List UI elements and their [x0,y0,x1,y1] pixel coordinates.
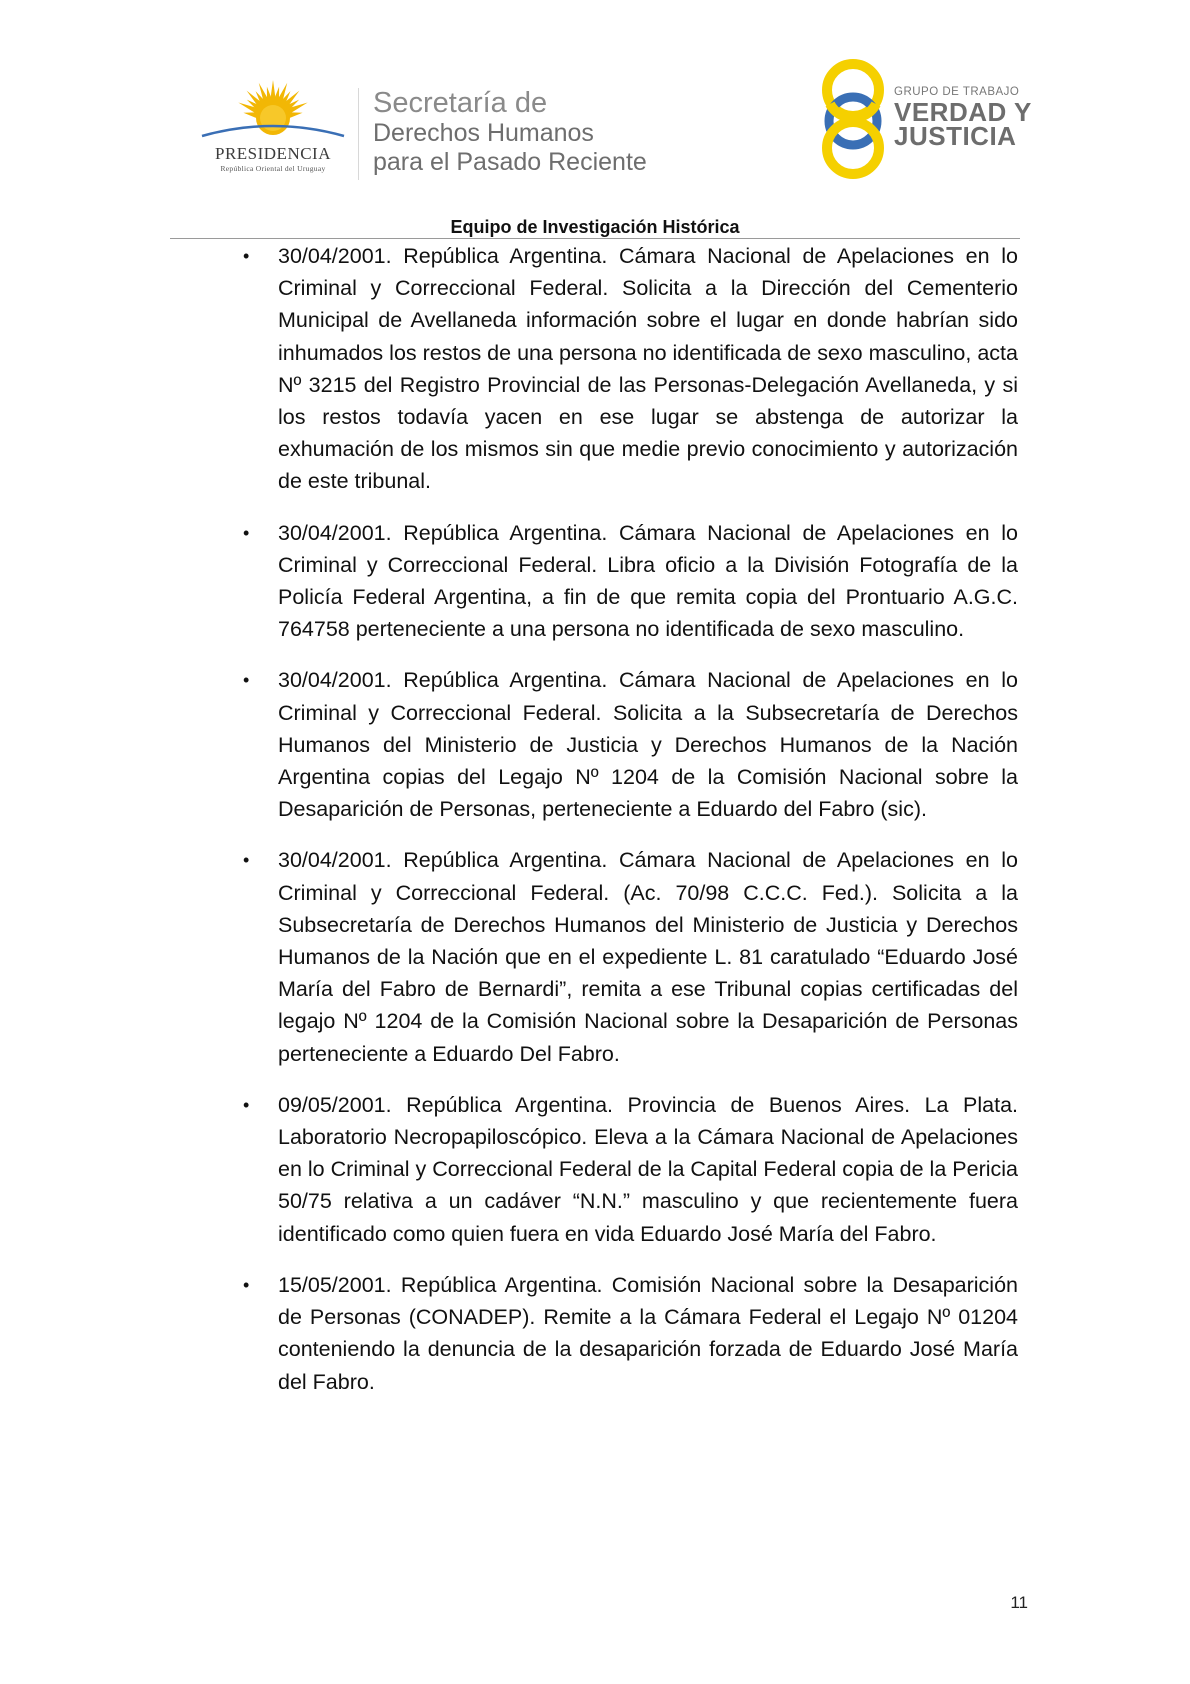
bullet-icon: • [243,1094,250,1115]
entry-text: 15/05/2001. República Argentina. Comisión Nacional sobre la Desaparición de Personas (CONADEP). Remite a la Cámara Federal el Legajo Nº 01204 conteniendo la denuncia de la desaparición forzada de Eduardo José María del Fabro. [278,1272,1018,1394]
page-number: 11 [1010,1593,1028,1612]
entry-text: 09/05/2001. República Argentina. Provincia de Buenos Aires. La Plata. Laboratorio Necropapiloscópico. Eleva a la Cámara Nacional de Apelaciones en lo Criminal y Correccional Federal de la Capital Federal copia de la Pericia 50/75 relativa a un cadáver “N.N.” masculino y que recientemente fuera identificado como quien fuera en vida Eduardo José María del Fabro. [278,1092,1018,1246]
bullet-icon: • [243,1274,250,1295]
bullet-icon: • [243,670,250,691]
secretaria-line-3: para el Pasado Reciente [373,148,647,176]
presidencia-subtitle: República Oriental del Uruguay [220,164,326,173]
bullet-icon: • [243,850,250,871]
page-header [0,0,1190,240]
interlocked-rings-icon [818,56,888,181]
list-item [238,664,1018,825]
list-item [238,517,1018,646]
verdad-label: VERDAD Y [894,97,1032,127]
list-item [238,844,1018,1069]
secretaria-line-2: Derechos Humanos [373,119,594,147]
sun-icon [196,78,350,148]
list-item [238,1089,1018,1250]
justicia-label: JUSTICIA [894,121,1017,151]
secretaria-title [373,88,703,177]
verdad-justicia-logo [818,56,1048,181]
entry-text: 30/04/2001. República Argentina. Cámara Nacional de Apelaciones en lo Criminal y Correccional Federal. (Ac. 70/98 C.C.C. Fed.). Solicita a la Subsecretaría de Derechos Humanos del Ministerio de Justicia y Derechos Humanos de la Nación que en el expediente L. 81 caratulado “Eduardo José María del Fabro de Bernardi”, remita a ese Tribunal copias certificadas del legajo Nº 1204 de la Comisión Nacional sobre la Desaparición de Personas perteneciente a Eduardo Del Fabro. [278,848,1018,1066]
grupo-de-trabajo-label: GRUPO DE TRABAJO [894,86,1020,98]
verdad-justicia-label [894,97,1032,151]
presidencia-name: PRESIDENCIA [214,144,331,163]
entry-text: 30/04/2001. República Argentina. Cámara Nacional de Apelaciones en lo Criminal y Correccional Federal. Solicita a la Subsecretaría de Derechos Humanos del Ministerio de Justicia y Derechos Humanos de la Nación Argentina copias del Legajo Nº 1204 de la Comisión Nacional sobre la Desaparición de Personas, perteneciente a Eduardo del Fabro (sic). [278,668,1018,822]
header-divider [170,238,1020,239]
entries-list [238,240,1018,1417]
list-item [238,1269,1018,1398]
team-title: Equipo de Investigación Histórica [450,217,740,237]
entry-text: 30/04/2001. República Argentina. Cámara Nacional de Apelaciones en lo Criminal y Correccional Federal. Solicita a la Dirección del Cementerio Municipal de Avellaneda información sobre el lugar en donde habrían sido inhumados los restos de una persona no identificada de sexo masculino, acta Nº 3215 del Registro Provincial de las Personas-Delegación Avellaneda, y si los restos todavía yacen en ese lugar se abstenga de autorizar la exhumación de los mismos sin que medie previo conocimiento y autorización de este tribunal. [278,244,1018,494]
bullet-icon: • [243,522,250,543]
list-item [238,240,1018,498]
bullet-icon: • [243,246,250,266]
entry-text: 30/04/2001. República Argentina. Cámara Nacional de Apelaciones en lo Criminal y Correccional Federal. Libra oficio a la División Fotografía de la Policía Federal Argentina, a fin de que remita copia del Prontuario A.G.C. 764758 perteneciente a una persona no identificada de sexo masculino. [278,520,1018,642]
presidencia-logo [196,78,350,178]
logo-divider [358,88,359,180]
secretaria-line-1: Secretaría de [373,87,548,119]
